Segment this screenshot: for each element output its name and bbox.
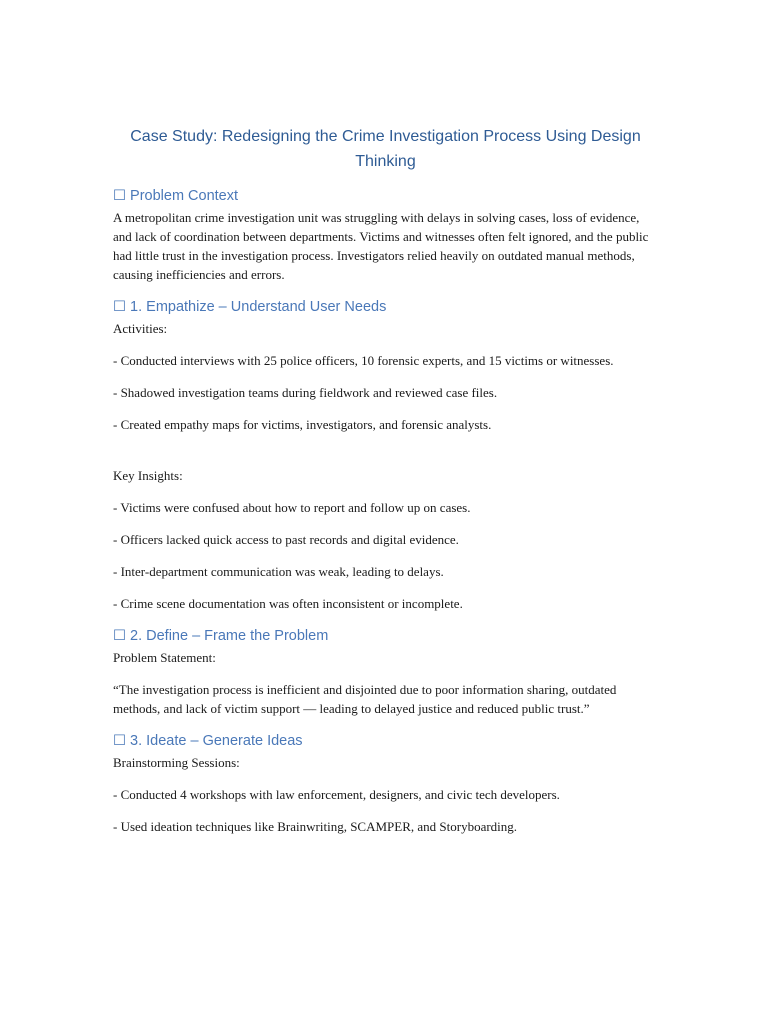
list-item: - Crime scene documentation was often inconsistent or incomplete.	[113, 596, 463, 611]
section-heading-empathize: ☐ 1. Empathize – Understand User Needs	[113, 299, 387, 315]
list-item: - Shadowed investigation teams during fieldwork and reviewed case files.	[113, 385, 498, 400]
blank-line	[113, 447, 658, 466]
section-heading-define: ☐ 2. Define – Frame the Problem	[113, 628, 329, 644]
list-item: - Created empathy maps for victims, investigators, and forensic analysts.	[113, 417, 492, 432]
problem-context-paragraph: A metropolitan crime investigation unit was struggling with delays in solving cases, loss of evidence, and lack of coordination between departments. Victims and witnesses often felt ignored, and the public had little trust in the investigation process. Investigators relied heavily on outdated manual methods, causing inefficiencies and errors.	[113, 210, 649, 282]
section-empathize	[113, 297, 658, 613]
problem-statement-text: “The investigation process is inefficient and disjointed due to poor information sharing, outdated methods, and lack of victim support — leading to delayed justice and reduced public trust.”	[113, 682, 617, 716]
list-item: - Officers lacked quick access to past records and digital evidence.	[113, 532, 459, 547]
document-page	[113, 124, 658, 849]
document-title: Case Study: Redesigning the Crime Investigation Process Using Design Thinking	[130, 128, 641, 170]
problem-statement-label: Problem Statement:	[113, 650, 216, 665]
list-item: - Inter-department communication was weak, leading to delays.	[113, 564, 444, 579]
brainstorming-label: Brainstorming Sessions:	[113, 755, 240, 770]
section-heading-ideate: ☐ 3. Ideate – Generate Ideas	[113, 733, 303, 749]
activities-label: Activities:	[113, 321, 168, 336]
list-item: - Victims were confused about how to report and follow up on cases.	[113, 500, 471, 515]
list-item: - Conducted interviews with 25 police officers, 10 forensic experts, and 15 victims or witnesses.	[113, 353, 614, 368]
section-define	[113, 626, 658, 718]
section-ideate	[113, 731, 658, 836]
section-problem-context	[113, 186, 658, 284]
key-insights-label: Key Insights:	[113, 468, 183, 483]
list-item: - Used ideation techniques like Brainwriting, SCAMPER, and Storyboarding.	[113, 819, 518, 834]
list-item: - Conducted 4 workshops with law enforcement, designers, and civic tech developers.	[113, 787, 560, 802]
section-heading-problem-context: ☐ Problem Context	[113, 188, 239, 204]
